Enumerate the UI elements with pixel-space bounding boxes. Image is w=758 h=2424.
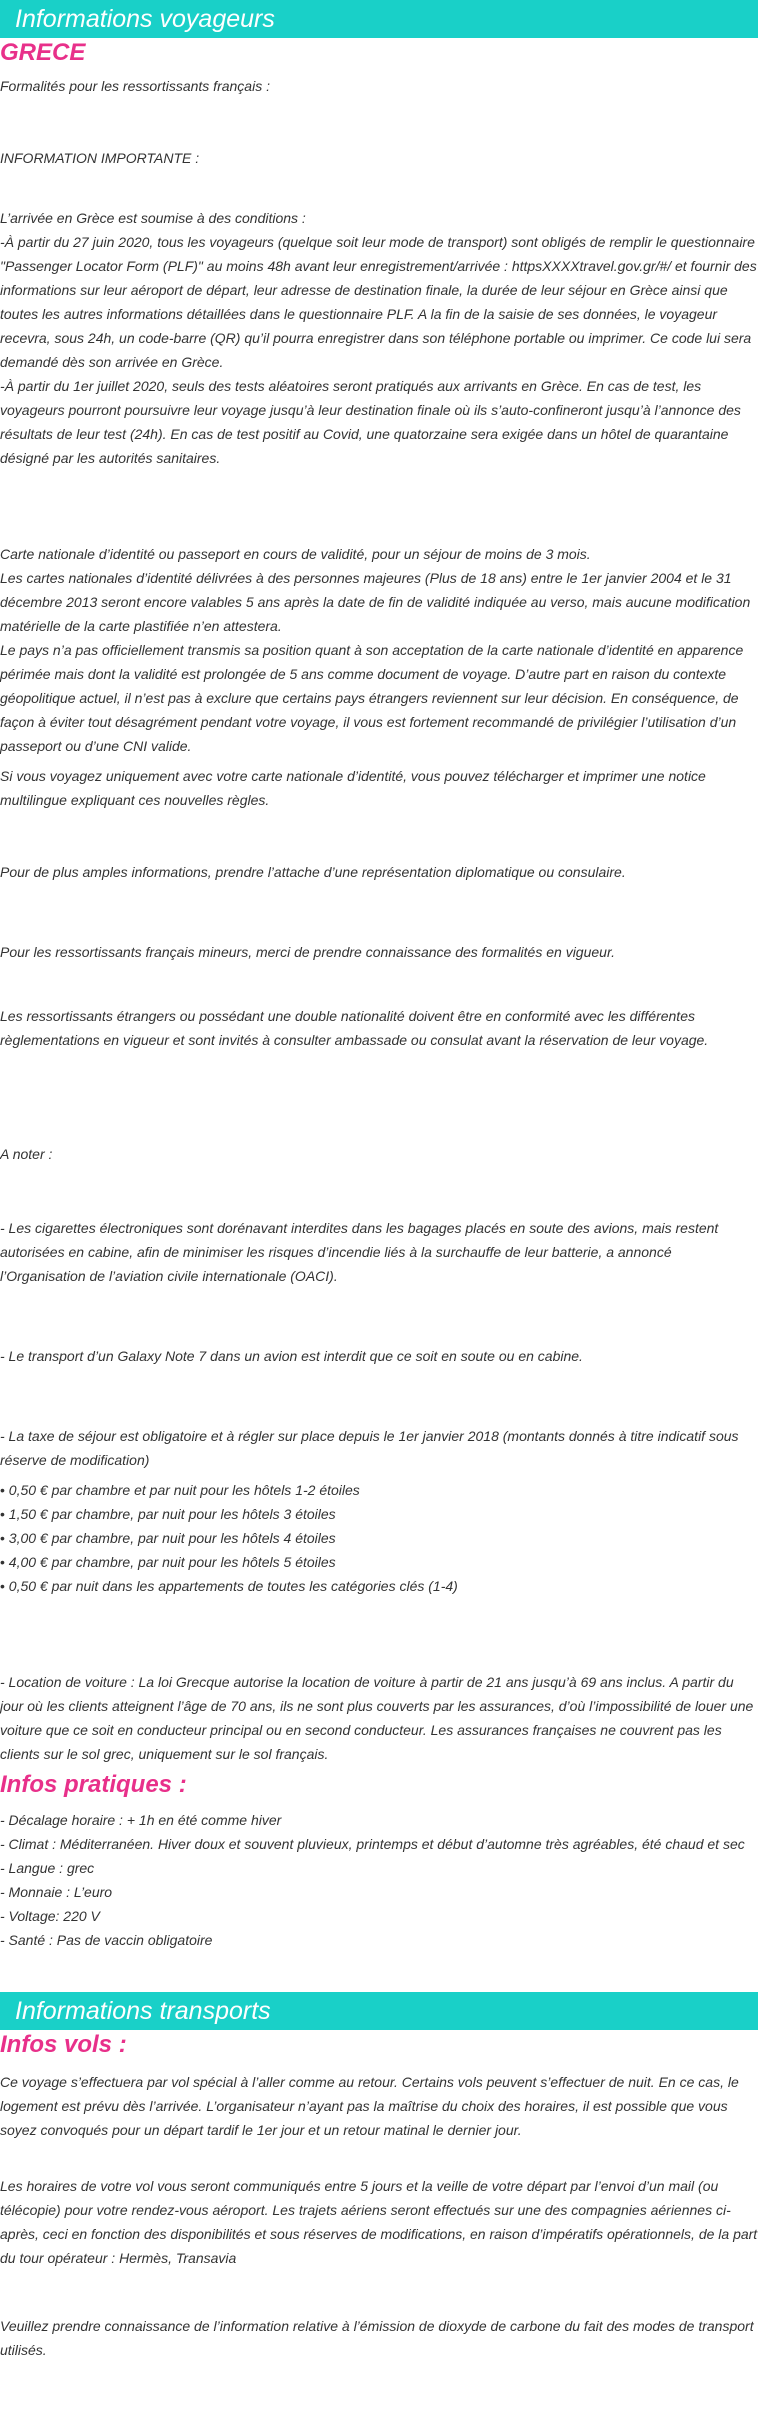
conditions-title: L’arrivée en Grèce est soumise à des conditions : — [0, 210, 306, 226]
identity-position: Le pays n’a pas officiellement transmis sa position quant à son acceptation de la carte nationale d’identité en apparence périmée mais dont la validité est prolongée de 5 ans comme document de voyage. D’autre part en raison du contexte géopolitique actuel, il n’est pas à exclure que certains pays étrangers reviennent sur leur décision. En conséquence, de façon à éviter tout désagrément pendant votre voyage, il vous est fortement recommandé de privilégier l’utilisation d’un passeport ou d’une CNI valide. — [0, 642, 744, 754]
a-noter-title: A noter : — [0, 1146, 53, 1162]
condition-plf: -À partir du 27 juin 2020, tous les voyageurs (quelque soit leur mode de transport) sont obligés de remplir le questionnaire "Passenger Locator Form (PLF)" au moins 48h avant leur enregistrement/arrivée : httpsXXXXtravel.gov.gr/#/ et fournir des informations sur leur aéroport de départ, leur adresse de destination finale, la durée de leur séjour en Grèce ainsi que toutes les autres informations détaillées dans le questionnaire PLF. A la fin de la saisie de ses données, le voyageur recevra, sous 24h, un code-barre (QR) qu’il pourra enregistrer dans son téléphone portable ou imprimer. Ce code lui sera demandé dès son arrivée en Grèce. — [0, 234, 757, 370]
list-item: • 0,50 € par chambre et par nuit pour les hôtels 1-2 étoiles — [0, 1478, 758, 1502]
identity-notice: Si vous voyagez uniquement avec votre carte nationale d’identité, vous pouvez télécharger et imprimer une notice multilingue expliquant ces nouvelles règles. — [0, 768, 706, 808]
location-note: - Location de voiture : La loi Grecque autorise la location de voiture à partir de 21 ans jusqu’à 69 ans inclus. A partir du jour où les clients atteignent l’âge de 70 ans, ils ne sont plus couverts par les assurances, d’où l’impossibilité de louer une voiture que ce soit en conducteur principal ou en second conducteur. Les assurances françaises ne couvrent pas les clients sur le sol grec, uniquement sur le sol français. — [0, 1674, 754, 1762]
condition-tests: -À partir du 1er juillet 2020, seuls des tests aléatoires seront pratiqués aux arrivants en Grèce. En cas de test, les voyageurs pourront poursuivre leur voyage jusqu’à leur destination finale où ils s’auto-confineront jusqu’à l’annonce des résultats de leur test (24h). En cas de test positif au Covid, une quatorzaine sera exigée dans un hôtel de quarantaine désigné par les autorités sanitaires. — [0, 378, 741, 466]
list-item: - Voltage: 220 V — [0, 1908, 100, 1924]
formalites-intro: Formalités pour les ressortissants français : — [0, 78, 270, 94]
list-item: - Climat : Méditerranéen. Hiver doux et souvent pluvieux, printemps et début d’automne très agréables, été chaud et sec — [0, 1836, 745, 1852]
list-item: • 3,00 € par chambre, par nuit pour les hôtels 4 étoiles — [0, 1526, 758, 1550]
list-item: • 0,50 € par nuit dans les appartements de toutes les catégories clés (1-4) — [0, 1574, 758, 1598]
list-item: - Monnaie : L’euro — [0, 1884, 113, 1900]
taxe-list — [0, 1478, 758, 1598]
country-title: GRECE — [0, 39, 86, 66]
infos-pratiques-list — [0, 1808, 758, 1952]
plus-info: Pour de plus amples informations, prendre l’attache d’une représentation diplomatique ou consulaire. — [0, 864, 626, 880]
galaxy-note: - Le transport d’un Galaxy Note 7 dans un avion est interdit que ce soit en soute ou en cabine. — [0, 1348, 583, 1364]
mineurs-info: Pour les ressortissants français mineurs, merci de prendre connaissance des formalités en vigueur. — [0, 944, 615, 960]
list-item: • 4,00 € par chambre, par nuit pour les hôtels 5 étoiles — [0, 1550, 758, 1574]
list-item: • 1,50 € par chambre, par nuit pour les hôtels 3 étoiles — [0, 1502, 758, 1526]
infos-pratiques-title: Infos pratiques : — [0, 1771, 187, 1798]
identity-block — [0, 542, 758, 758]
vols-horaires: Les horaires de votre vol vous seront communiqués entre 5 jours et la veille de votre départ par l’envoi d’un mail (ou télécopie) pour votre rendez-vous aéroport. Les trajets aériens seront effectués sur une des compagnies aériennes ci-après, ceci en fonction des disponibilités et sous réserves de modifications, en raison d’impératifs opérationnels, de la part du tour opérateur : Hermès, Transavia — [0, 2178, 758, 2266]
list-item: - Santé : Pas de vaccin obligatoire — [0, 1932, 213, 1948]
list-item: - Langue : grec — [0, 1860, 95, 1876]
infos-vols-title: Infos vols : — [0, 2031, 127, 2058]
vols-description: Ce voyage s’effectuera par vol spécial à l’aller comme au retour. Certains vols peuvent s’effectuer de nuit. En ce cas, le logement est prévu dès l’arrivée. L’organisateur n’ayant pas la maîtrise du choix des horaires, il est possible que vous soyez convoqués pour un départ tardif le 1er jour et un retour matinal le dernier jour. — [0, 2074, 739, 2138]
etrangers-info: Les ressortissants étrangers ou possédant une double nationalité doivent être en conformité avec les différentes règlementations en vigueur et sont invités à consulter ambassade ou consulat avant la réservation de leur voyage. — [0, 1008, 709, 1048]
section-header-transports: Informations transports — [0, 1992, 758, 2030]
conditions-block — [0, 206, 758, 470]
section-header-voyageurs: Informations voyageurs — [0, 0, 758, 38]
taxe-note: - La taxe de séjour est obligatoire et à régler sur place depuis le 1er janvier 2018 (montants donnés à titre indicatif sous réserve de modification) — [0, 1428, 739, 1468]
important-title: INFORMATION IMPORTANTE : — [0, 150, 200, 166]
carbone-info: Veuillez prendre connaissance de l’information relative à l’émission de dioxyde de carbone du fait des modes de transport utilisés. — [0, 2318, 754, 2358]
cigarettes-note: - Les cigarettes électroniques sont dorénavant interdites dans les bagages placés en soute des avions, mais restent autorisées en cabine, afin de minimiser les risques d’incendie liés à la surchauffe de leur batterie, a annoncé l’Organisation de l’aviation civile internationale (OACI). — [0, 1220, 719, 1284]
identity-requirement: Carte nationale d’identité ou passeport en cours de validité, pour un séjour de moins de 3 mois. — [0, 546, 591, 562]
list-item: - Décalage horaire : + 1h en été comme hiver — [0, 1812, 282, 1828]
identity-validity: Les cartes nationales d’identité délivrées à des personnes majeures (Plus de 18 ans) entre le 1er janvier 2004 et le 31 décembre 2013 seront encore valables 5 ans après la date de fin de validité indiquée au verso, mais aucune modification matérielle de la carte plastifiée n’en attestera. — [0, 570, 751, 634]
